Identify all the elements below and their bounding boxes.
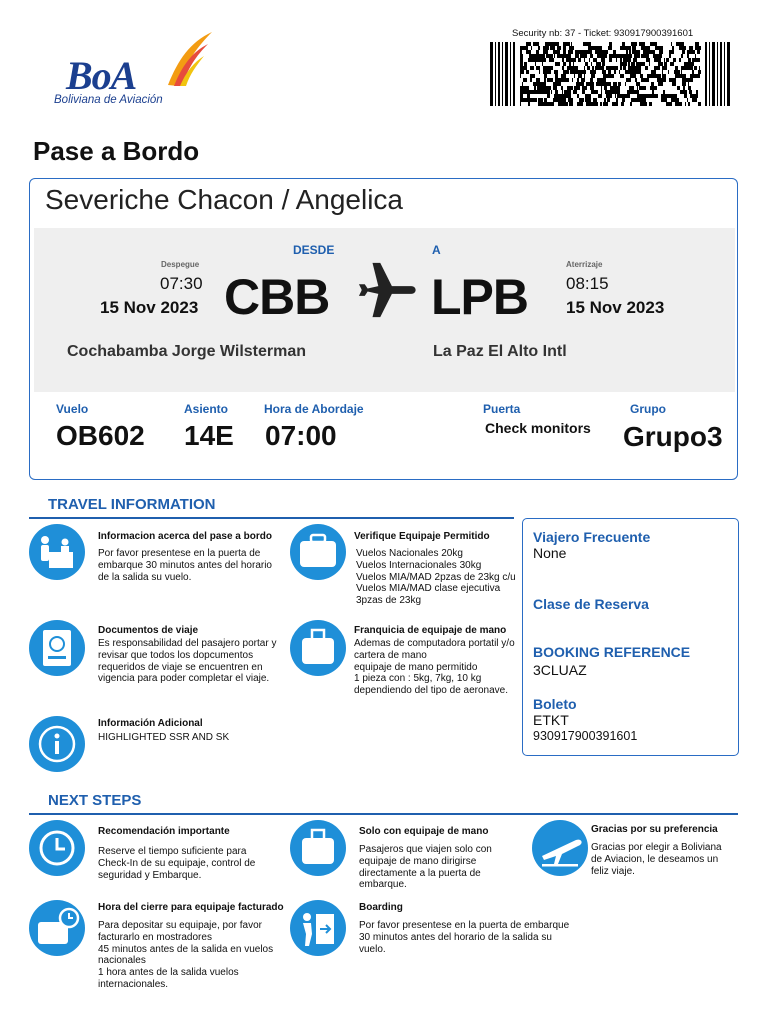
item-body: Vuelos Nacionales 20kg Vuelos Internacionales 30kg Vuelos MIA/MAD 2pzas de 23kg c/u Vuelos MIA/MAD clase ejecutiva 3pzas de 23kg (356, 548, 516, 607)
from-label: DESDE (293, 243, 335, 257)
departure-time: 07:30 (160, 274, 203, 293)
arrival-date: 15 Nov 2023 (566, 298, 665, 317)
item-body: Es responsabilidad del pasajero portar y revisar que todos los dopcumentos requeridos de viaje se encuentren en vigencia para poder completar el viaje. (98, 638, 277, 685)
item-title: Información Adicional (98, 718, 203, 729)
travel-info-heading: TRAVEL INFORMATION (48, 496, 216, 513)
checkin-counter-icon (29, 524, 85, 580)
hand-luggage-icon (290, 820, 346, 876)
baggage-clock-icon (29, 900, 85, 956)
seat-label: Asiento (184, 402, 229, 416)
next-steps-rule (29, 813, 738, 815)
booking-info-panel (522, 518, 739, 756)
gate-value: Check monitors (485, 420, 591, 436)
passenger-name: Severiche Chacon / Angelica (45, 184, 403, 215)
boarding-time-label: Hora de Abordaje (264, 402, 364, 416)
security-line: Security nb: 37 - Ticket: 930917900391601 (512, 28, 694, 39)
item-body: Reserve el tiempo suficiente para Check-In de su equipaje, control de seguridad y Embarque. (98, 846, 256, 881)
item-title: Solo con equipaje de mano (359, 826, 489, 837)
item-body: Ademas de computadora portatil y/o cartera de mano equipaje de mano permitido 1 pieza con : 5kg, 7kg, 10 kg dependiendo del tipo de aeronave. (354, 638, 515, 697)
departure-date: 15 Nov 2023 (100, 298, 199, 317)
logo-brand: BoA (66, 53, 137, 98)
flight-label: Vuelo (56, 402, 89, 416)
origin-code: CBB (224, 269, 330, 325)
item-body: Por favor presentese en la puerta de embarque 30 minutos antes del horario de la salida su vuelo. (359, 920, 570, 955)
boarding-pass-card (29, 178, 738, 480)
arrival-label: Aterrizaje (566, 260, 603, 269)
seat-number: 14E (184, 420, 234, 451)
item-title: Informacion acerca del pase a bordo (98, 531, 272, 542)
suitcase-icon (290, 524, 346, 580)
hand-luggage-icon (290, 620, 346, 676)
airplane-icon (357, 259, 419, 321)
booking-reference-value: 3CLUAZ (533, 662, 587, 678)
ticket-label: Boleto (533, 696, 577, 712)
item-title: Documentos de viaje (98, 625, 199, 636)
booking-reference-label: BOOKING REFERENCE (533, 644, 691, 660)
passport-icon (29, 620, 85, 676)
item-body: Para depositar su equipaje, por favor facturarlo en mostradores 45 minutos antes de la salida en vuelos nacionales 1 hora antes de la salida vuelos internacionales. (98, 920, 274, 990)
arrival-time: 08:15 (566, 274, 609, 293)
frequent-flyer-label: Viajero Frecuente (533, 529, 651, 545)
frequent-flyer-value: None (533, 545, 567, 561)
ticket-number: 930917900391601 (533, 729, 638, 743)
group-label: Grupo (630, 402, 666, 416)
page-title: Pase a Bordo (33, 136, 200, 166)
info-icon (29, 716, 85, 772)
destination-code: LPB (431, 269, 528, 325)
plane-takeoff-icon (532, 820, 588, 876)
item-title: Boarding (359, 902, 403, 913)
destination-name: La Paz El Alto Intl (433, 343, 567, 360)
ticket-type: ETKT (533, 712, 569, 728)
item-title: Gracias por su preferencia (591, 824, 718, 835)
item-body: Por favor presentese en la puerta de embarque 30 minutos antes del horario de la salida su vuelo. (98, 548, 272, 583)
item-body: HIGHLIGHTED SSR AND SK (98, 732, 230, 743)
clock-icon (29, 820, 85, 876)
item-body: Pasajeros que viajen solo con equipaje de mano dirigirse directamente a la puerta de embarque. (359, 844, 492, 891)
item-body: Gracias por elegir a Boliviana de Aviacion, le deseamos un feliz viaje. (591, 842, 722, 877)
logo-subtitle: Boliviana de Aviación (54, 94, 163, 106)
next-steps-heading: NEXT STEPS (48, 792, 142, 809)
item-title: Hora del cierre para equipaje facturado (98, 902, 284, 913)
item-title: Recomendación importante (98, 826, 230, 837)
logo-swoosh-icon (160, 30, 220, 90)
item-title: Verifique Equipaje Permitido (354, 531, 490, 542)
group-value: Grupo3 (623, 421, 723, 452)
flight-number: OB602 (56, 420, 145, 451)
origin-name: Cochabamba Jorge Wilsterman (67, 343, 307, 360)
boa-logo (52, 30, 222, 112)
departure-label: Despegue (161, 260, 200, 269)
pdf417-barcode (490, 42, 730, 106)
to-label: A (432, 243, 441, 257)
booking-class-label: Clase de Reserva (533, 596, 649, 612)
item-title: Franquicia de equipaje de mano (354, 625, 507, 636)
travel-info-rule (29, 517, 514, 519)
boarding-gate-icon (290, 900, 346, 956)
boarding-time: 07:00 (265, 420, 337, 451)
gate-label: Puerta (483, 402, 521, 416)
